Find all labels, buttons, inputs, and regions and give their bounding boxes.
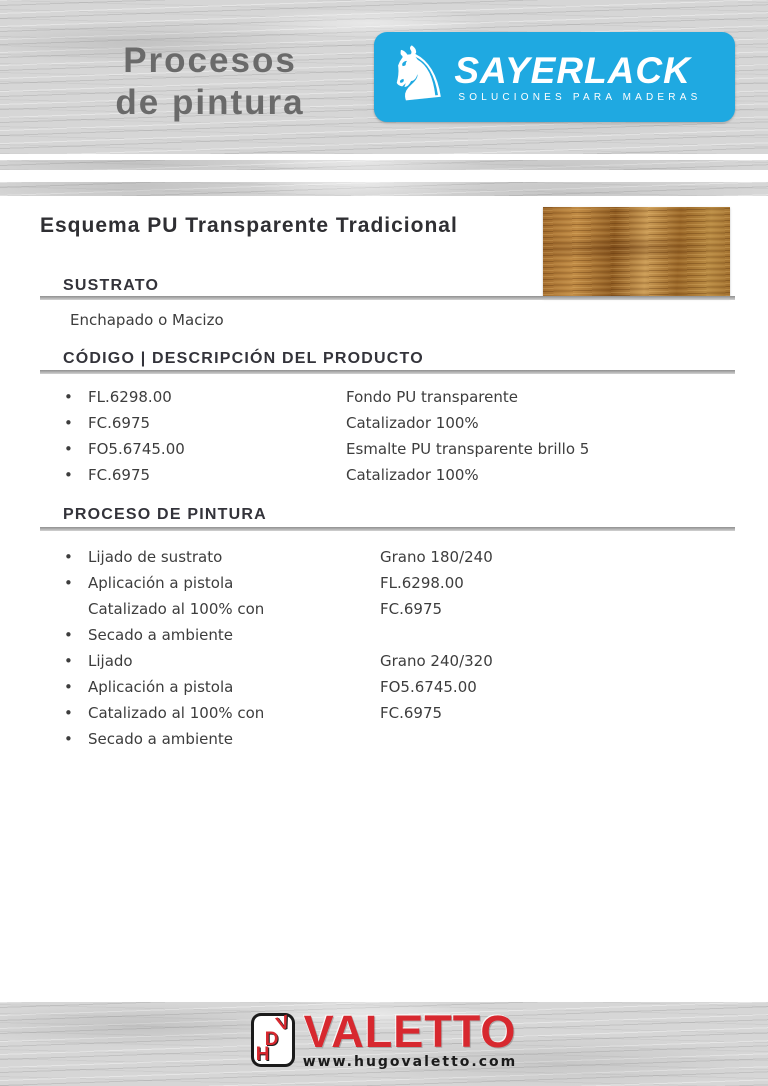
product-description: Catalizador 100% xyxy=(346,466,479,484)
header-wood-band xyxy=(0,0,768,154)
step-value: FC.6975 xyxy=(380,600,443,618)
process-step-row xyxy=(40,596,740,622)
bullet-icon xyxy=(64,700,73,726)
process-step-row xyxy=(40,544,740,570)
step-value: FO5.6745.00 xyxy=(380,678,477,696)
step-label: Aplicación a pistola xyxy=(88,678,234,696)
section-heading-sustrato: SUSTRATO xyxy=(63,277,160,294)
product-code: FL.6298.00 xyxy=(88,388,172,406)
header-title xyxy=(78,40,342,124)
bullet-icon xyxy=(64,410,73,436)
valetto-badge xyxy=(251,1013,295,1067)
process-step-row xyxy=(40,726,740,752)
process-step-row xyxy=(40,570,740,596)
step-value: FC.6975 xyxy=(380,704,443,722)
product-description: Catalizador 100% xyxy=(346,414,479,432)
substrate-value: Enchapado o Macizo xyxy=(70,311,224,329)
document-title: Esquema PU Transparente Tradicional xyxy=(40,214,458,237)
process-step-row xyxy=(40,648,740,674)
step-label: Aplicación a pistola xyxy=(88,574,234,592)
step-value: FL.6298.00 xyxy=(380,574,464,592)
process-step-row xyxy=(40,622,740,648)
product-row xyxy=(40,436,740,462)
process-step-row xyxy=(40,674,740,700)
bullet-icon xyxy=(64,622,73,648)
process-step-list xyxy=(40,544,740,752)
section-divider xyxy=(40,370,735,374)
step-value: Grano 240/320 xyxy=(380,652,493,670)
step-value: Grano 180/240 xyxy=(380,548,493,566)
product-code: FO5.6745.00 xyxy=(88,440,185,458)
bullet-icon xyxy=(64,648,73,674)
header-title-line1: Procesos xyxy=(123,41,297,80)
badge-letter-v: V xyxy=(273,1011,293,1036)
badge-letter-h: H xyxy=(255,1044,270,1065)
bullet-icon xyxy=(64,384,73,410)
step-label: Catalizado al 100% con xyxy=(88,600,265,618)
product-row xyxy=(40,462,740,488)
section-heading-codigo: CÓDIGO | DESCRIPCIÓN DEL PRODUCTO xyxy=(63,350,424,367)
bullet-icon xyxy=(64,436,73,462)
badge-letter-d: D xyxy=(264,1029,279,1050)
bullet-icon xyxy=(64,674,73,700)
product-description: Fondo PU transparente xyxy=(346,388,518,406)
sayerlack-logo-text xyxy=(454,49,702,103)
product-description: Esmalte PU transparente brillo 5 xyxy=(346,440,590,458)
wood-finish-swatch xyxy=(543,207,730,298)
bullet-icon xyxy=(64,570,73,596)
bullet-icon xyxy=(64,462,73,488)
bullet-icon xyxy=(64,726,73,752)
wood-strip-thick xyxy=(0,182,768,196)
valetto-wordmark: VALETTO xyxy=(303,1006,517,1057)
bullet-icon xyxy=(64,544,73,570)
valetto-text-block xyxy=(302,1006,518,1070)
section-divider xyxy=(40,296,735,300)
step-label: Secado a ambiente xyxy=(88,626,233,644)
step-label: Lijado xyxy=(88,652,133,670)
sayerlack-brand-name: SAYERLACK xyxy=(454,49,691,91)
valetto-logo xyxy=(0,1006,768,1070)
product-row xyxy=(40,384,740,410)
product-row xyxy=(40,410,740,436)
sayerlack-logo xyxy=(374,27,735,122)
section-heading-proceso: PROCESO DE PINTURA xyxy=(63,506,267,523)
wood-strip-thin xyxy=(0,160,768,170)
valetto-website-link[interactable]: www.hugovaletto.com xyxy=(302,1054,518,1070)
sayerlack-tagline: SOLUCIONES PARA MADERAS xyxy=(458,91,702,103)
product-code: FC.6975 xyxy=(88,414,151,432)
header-title-line2: de pintura xyxy=(115,83,305,122)
step-label: Secado a ambiente xyxy=(88,730,233,748)
product-list xyxy=(40,384,740,488)
section-divider xyxy=(40,527,735,531)
step-label: Lijado de sustrato xyxy=(88,548,223,566)
horse-icon: ♞ xyxy=(379,27,455,121)
step-label: Catalizado al 100% con xyxy=(88,704,265,722)
process-step-row xyxy=(40,700,740,726)
product-code: FC.6975 xyxy=(88,466,151,484)
